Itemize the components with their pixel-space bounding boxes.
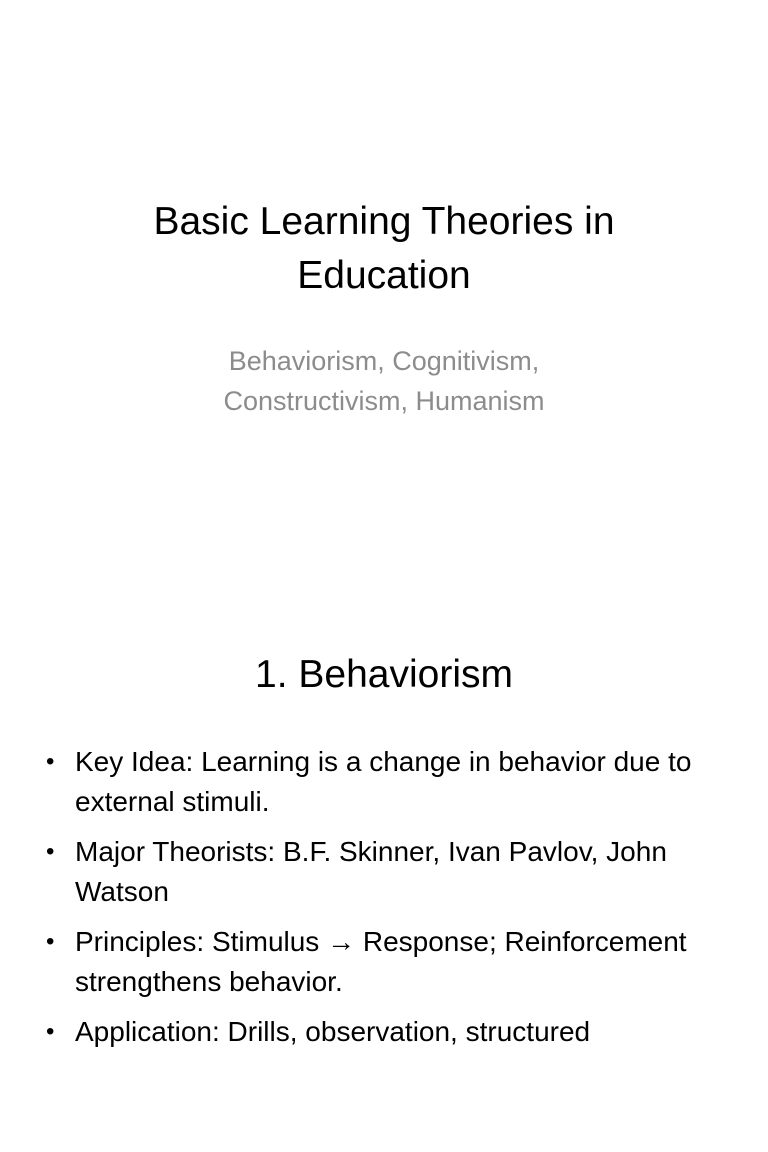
bullet-text: Application: Drills, observation, structured [75, 1016, 591, 1047]
bullet-item [46, 922, 736, 1002]
bullet-icon: • [46, 748, 55, 775]
bullet-icon: • [46, 838, 55, 865]
bullet-text: Key Idea: Learning is a change in behavior due to external stimuli. [75, 746, 692, 817]
bullet-text: Principles: Stimulus → Response; Reinforcement strengthens behavior. [75, 926, 687, 997]
bullet-text: Major Theorists: B.F. Skinner, Ivan Pavlov, John Watson [75, 836, 667, 907]
behaviorism-slide [0, 576, 768, 1152]
bullet-list [46, 742, 736, 1062]
slide-title: Basic Learning Theories in Education [153, 200, 615, 297]
bullet-item [46, 742, 736, 822]
bullet-item [46, 832, 736, 912]
slide-subtitle: Behaviorism, Cognitivism, Constructivism, Humanism [223, 346, 545, 416]
bullet-icon: • [46, 928, 55, 955]
bullet-icon: • [46, 1018, 55, 1045]
bullet-item [46, 1012, 736, 1052]
slide-title: 1. Behaviorism [255, 653, 513, 696]
